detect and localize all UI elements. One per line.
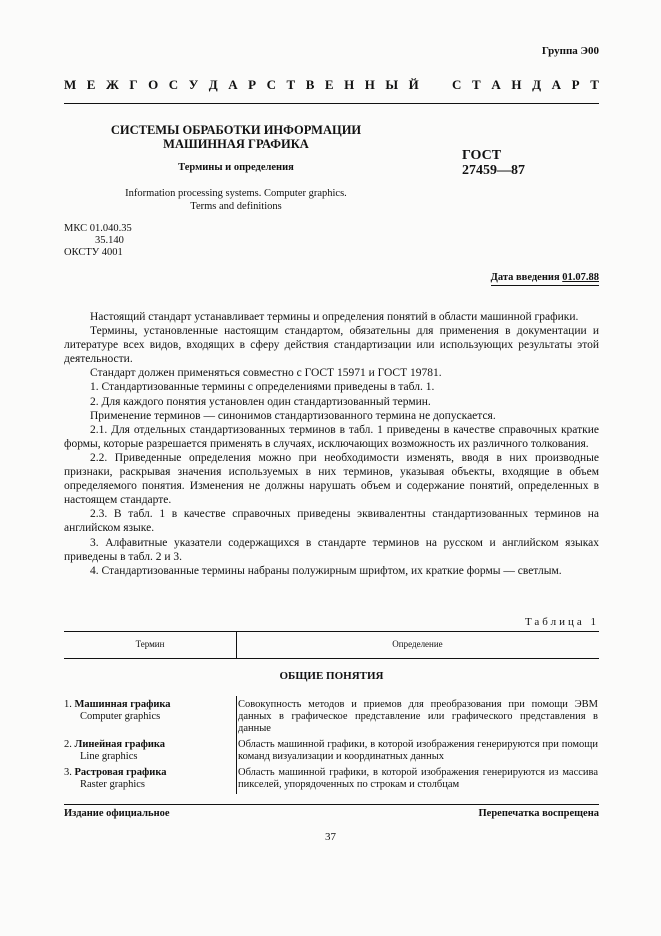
title-line-1: СИСТЕМЫ ОБРАБОТКИ ИНФОРМАЦИИ <box>110 123 362 137</box>
reprint-prohibited-note: Перепечатка воспрещена <box>478 808 599 819</box>
banner-letter: Й <box>408 77 419 92</box>
bottom-rule <box>64 804 599 805</box>
table-row-definition: Область машинной графики, в которой изображения генерируются из массива пикселей, упорядоченных по строкам и столбцам <box>238 767 598 790</box>
paragraph: 1. Стандартизованные термины с определениями приведены в табл. 1. <box>90 381 435 394</box>
banner-letter: С <box>266 77 276 92</box>
paragraph: 2.2. Приведенные определения можно при необходимости изменять, вводя в них производные признаки, раскрывая значения используемых в них терминов, указывая объекты, входящие в объем определяемого понятия. Изменения не должны нарушать объем и содержание понятий, определенных в настоящем стандарте. <box>64 451 599 507</box>
banner-letter: С <box>168 77 179 92</box>
banner-word-interstate <box>64 77 419 93</box>
group-code: Группа Э00 <box>541 45 599 57</box>
table-row-term: 3. Растровая графика Raster graphics <box>64 767 234 791</box>
banner-letter: А <box>491 77 501 92</box>
term-ru: Растровая графика <box>74 767 167 778</box>
banner-letter: Т <box>590 77 599 92</box>
section-heading: ОБЩИЕ ПОНЯТИЯ <box>279 670 384 682</box>
banner-letter: Ы <box>385 77 399 92</box>
banner-letter: Н <box>511 77 522 92</box>
english-title-line-2: Terms and definitions <box>190 201 282 212</box>
top-rule <box>64 103 599 104</box>
standard-banner <box>64 77 599 93</box>
introduction-date <box>491 272 599 286</box>
paragraph: Применение терминов — синонимов стандартизованного термина не допускается. <box>90 409 496 422</box>
term-en: Raster graphics <box>80 779 146 790</box>
column-header-definition: Определение <box>392 639 443 649</box>
paragraph: Настоящий стандарт устанавливает термины и определения понятий в области машинной графики. <box>90 311 579 323</box>
date-value: 01.07.88 <box>562 272 599 283</box>
banner-letter: Г <box>129 77 138 92</box>
table-row-definition: Область машинной графики, в которой изображения генерируются при помощи команд визуализации и координатных данных <box>238 739 598 762</box>
document-title <box>100 123 372 151</box>
banner-letter: Д <box>532 77 542 92</box>
table-row-term: 2. Линейная графика Line graphics <box>64 739 234 763</box>
column-divider <box>236 696 237 794</box>
gost-number: 27459—87 <box>462 163 525 178</box>
paragraph: 3. Алфавитные указатели содержащихся в стандарте терминов на русском и английском языках приведены в табл. 2 и 3. <box>64 536 599 563</box>
paragraph: Термины, установленные настоящим стандартом, обязательны для применения в документации и литературе всех видов, входящих в сферу действия стандартизации или использующих результаты этой деятельности. <box>64 325 599 366</box>
banner-letter: О <box>148 77 159 92</box>
banner-letter: Е <box>86 77 96 92</box>
mks-code-2: 35.140 <box>95 235 124 246</box>
column-header-term: Термин <box>135 639 165 649</box>
banner-letter: Н <box>344 77 355 92</box>
term-en: Line graphics <box>80 751 138 762</box>
banner-letter: Т <box>472 77 481 92</box>
gost-label: ГОСТ <box>462 148 502 163</box>
table-header <box>64 631 599 659</box>
banner-letter: А <box>551 77 562 92</box>
banner-letter: М <box>64 77 77 92</box>
term-en: Computer graphics <box>80 711 161 722</box>
paragraph: Стандарт должен применяться совместно с ГОСТ 15971 и ГОСТ 19781. <box>90 367 442 380</box>
banner-letter: А <box>228 77 238 92</box>
banner-letter: С <box>452 77 462 92</box>
official-edition-note: Издание официальное <box>64 808 170 819</box>
english-title <box>100 187 372 213</box>
body-text <box>64 310 599 578</box>
paragraph: 4. Стандартизованные термины набраны полужирным шрифтом, их краткие формы — светлым. <box>90 564 562 577</box>
table-label: Таблица 1 <box>524 616 599 628</box>
banner-letter: Ж <box>105 77 119 92</box>
paragraph: 2.3. В табл. 1 в качестве справочных приведены эквивалентны стандартизованных терминов на английском языке. <box>64 508 599 535</box>
table-row-term: 1. Машинная графика Computer graphics <box>64 699 234 723</box>
term-ru: Машинная графика <box>74 699 171 710</box>
banner-letter: У <box>188 77 199 92</box>
document-subtitle: Термины и определения <box>178 162 294 173</box>
table-row-definition: Совокупность методов и приемов для преобразования при помощи ЭВМ данных в графическое представление или графического представления в данные <box>238 699 598 734</box>
gost-designation <box>462 148 525 178</box>
banner-letter: В <box>305 77 315 92</box>
paragraph: 2. Для каждого понятия установлен один стандартизованный термин. <box>90 395 431 408</box>
banner-letter: Р <box>248 77 257 92</box>
date-label: Дата введения <box>490 272 560 283</box>
paragraph: 2.1. Для отдельных стандартизованных терминов в табл. 1 приведены в качестве справочных краткие формы, которые разрешается применять в случаях, исключающих возможность их различного толкования. <box>64 423 599 450</box>
page-number: 37 <box>325 831 336 843</box>
banner-letter: Р <box>571 77 580 92</box>
banner-letter: Н <box>364 77 375 92</box>
mks-code-1: 01.040.35 <box>89 223 132 234</box>
banner-letter: Е <box>324 77 334 92</box>
english-title-line-1: Information processing systems. Computer graphics. <box>125 188 347 199</box>
mks-label: МКС <box>64 223 88 234</box>
banner-letter: Т <box>286 77 296 92</box>
banner-word-standard <box>452 77 599 93</box>
banner-letter: Д <box>208 77 218 92</box>
term-ru: Линейная графика <box>74 739 166 750</box>
classification-codes <box>64 223 132 259</box>
title-line-2: МАШИННАЯ ГРАФИКА <box>163 137 309 151</box>
okstu-code: ОКСТУ 4001 <box>64 247 123 258</box>
